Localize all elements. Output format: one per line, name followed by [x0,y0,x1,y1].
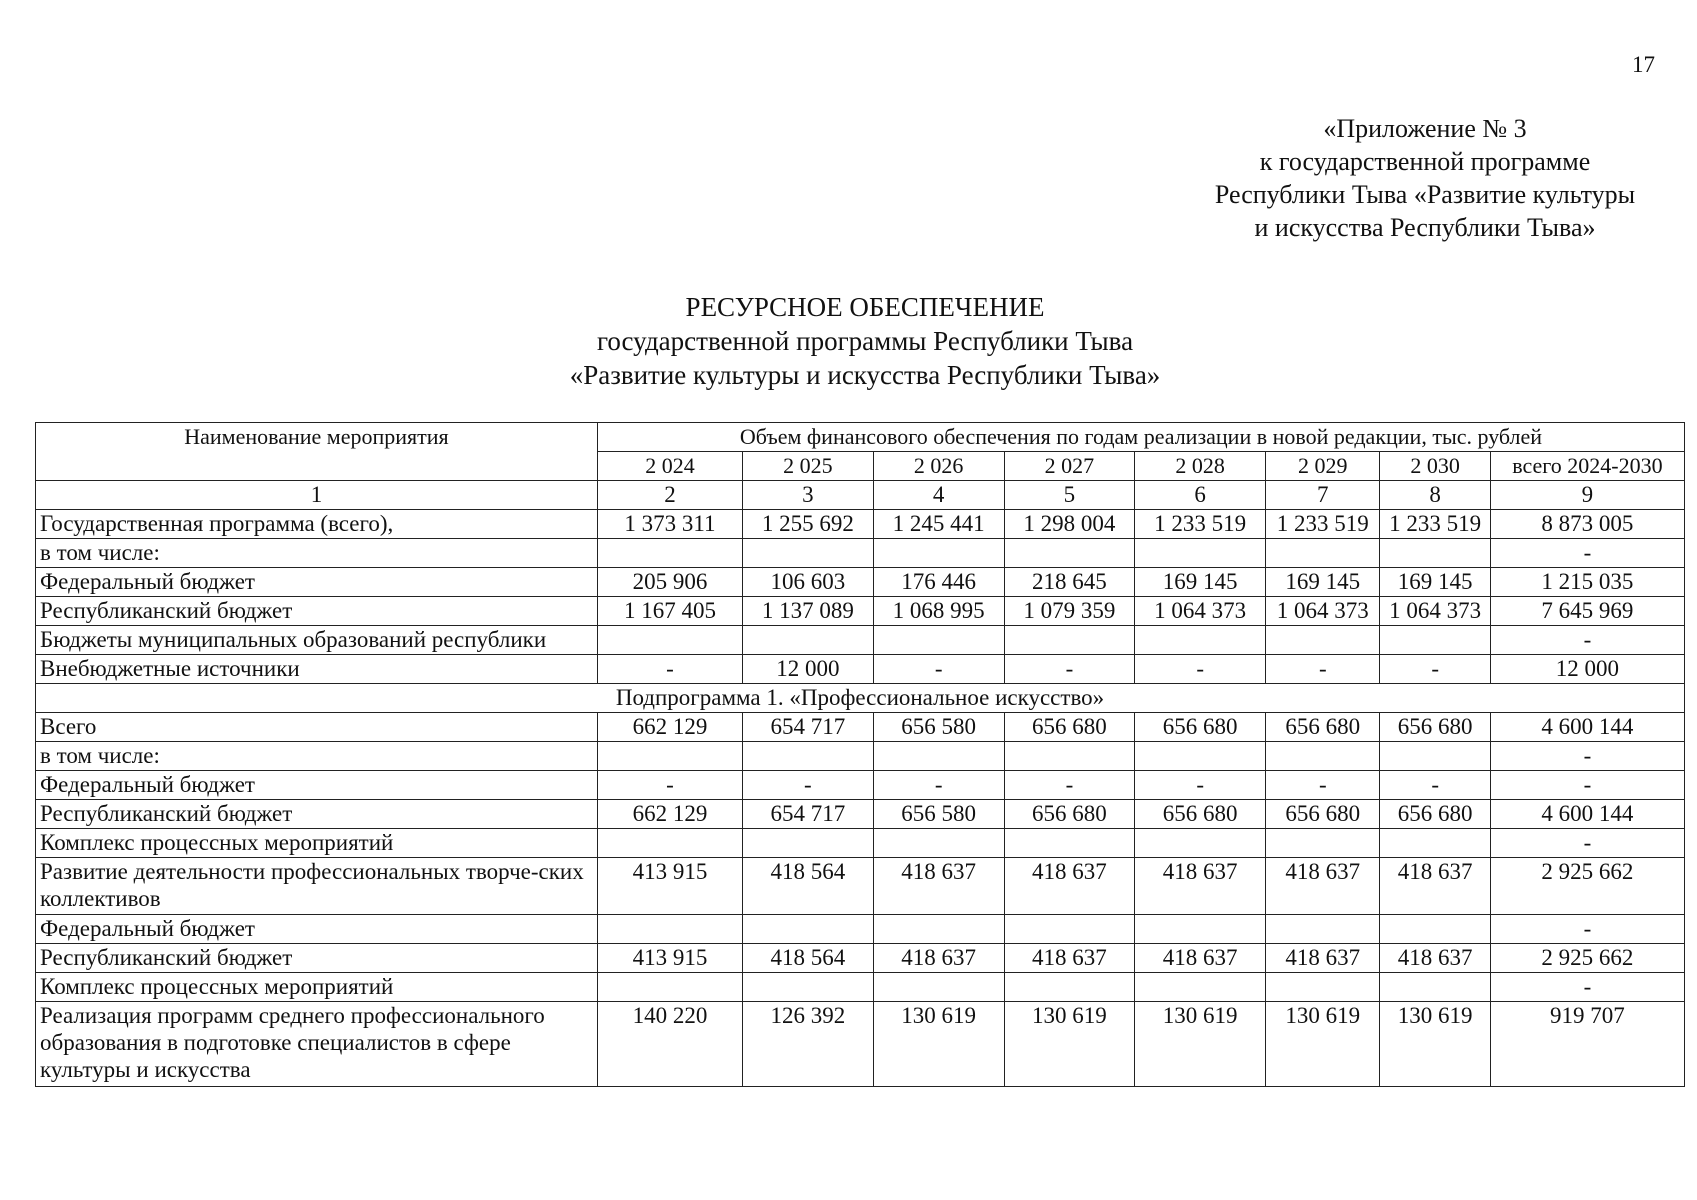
value-cell: 169 145 [1135,568,1266,597]
value-cell: 418 637 [1380,944,1490,973]
value-cell: 656 680 [1380,713,1490,742]
column-numbers-row [36,481,1685,510]
value-cell [1266,915,1380,944]
value-cell: 418 637 [1135,944,1266,973]
table-row [36,944,1685,973]
appendix-line: «Приложение № 3 [1323,114,1527,143]
value-cell: 1 233 519 [1135,510,1266,539]
value-cell: 656 680 [1266,800,1380,829]
value-cell [1004,539,1135,568]
value-cell [1266,973,1380,1002]
row-name: Всего [36,713,598,742]
value-cell: 656 680 [1135,800,1266,829]
value-cell: 418 637 [1004,858,1135,915]
header-name: Наименование мероприятия [36,423,598,481]
total-header: всего 2024-2030 [1490,452,1684,481]
value-cell: 418 637 [1004,944,1135,973]
header-row [36,423,1685,452]
value-cell [1004,829,1135,858]
value-cell: 654 717 [743,713,874,742]
value-cell [743,973,874,1002]
row-name: Бюджеты муниципальных образований республики [36,626,598,655]
value-cell: 1 373 311 [597,510,742,539]
value-cell: 413 915 [597,858,742,915]
total-cell: 919 707 [1490,1002,1684,1087]
value-cell: 656 680 [1004,713,1135,742]
value-cell: - [1266,655,1380,684]
column-number: 7 [1266,481,1380,510]
total-cell: 4 600 144 [1490,800,1684,829]
value-cell [743,539,874,568]
year-header: 2 024 [597,452,742,481]
value-cell [597,973,742,1002]
value-cell [597,829,742,858]
row-name: Федеральный бюджет [36,568,598,597]
table-row [36,742,1685,771]
table-row [36,655,1685,684]
table-row [36,771,1685,800]
value-cell [1135,829,1266,858]
value-cell: 656 680 [1135,713,1266,742]
value-cell: 418 637 [873,858,1004,915]
row-name: Развитие деятельности профессиональных творче-ских коллективов [36,858,598,915]
table-row [36,829,1685,858]
table-row [36,915,1685,944]
row-name: в том числе: [36,742,598,771]
table-row [36,626,1685,655]
table-row [36,800,1685,829]
total-cell: - [1490,539,1684,568]
value-cell [1266,539,1380,568]
year-header: 2 028 [1135,452,1266,481]
value-cell: - [1135,771,1266,800]
value-cell [1266,829,1380,858]
value-cell: - [1004,771,1135,800]
value-cell: 656 680 [1380,800,1490,829]
row-name: в том числе: [36,539,598,568]
value-cell [743,742,874,771]
table-row [36,713,1685,742]
appendix-line: к государственной программе [1259,147,1591,176]
value-cell: 1 167 405 [597,597,742,626]
value-cell [1380,626,1490,655]
value-cell: 130 619 [1004,1002,1135,1087]
value-cell: - [1004,655,1135,684]
value-cell: 140 220 [597,1002,742,1087]
value-cell: 662 129 [597,713,742,742]
year-header: 2 029 [1266,452,1380,481]
value-cell [597,742,742,771]
value-cell: 130 619 [1135,1002,1266,1087]
value-cell: 656 580 [873,800,1004,829]
value-cell: - [597,655,742,684]
value-cell: 656 680 [1266,713,1380,742]
value-cell: 130 619 [1266,1002,1380,1087]
row-name: Комплекс процессных мероприятий [36,973,598,1002]
value-cell: 205 906 [597,568,742,597]
value-cell: 1 064 373 [1380,597,1490,626]
table-row [36,973,1685,1002]
value-cell: 1 079 359 [1004,597,1135,626]
total-cell: - [1490,771,1684,800]
column-number: 6 [1135,481,1266,510]
value-cell [1135,539,1266,568]
value-cell [743,829,874,858]
value-cell: 1 137 089 [743,597,874,626]
value-cell: 418 637 [1380,858,1490,915]
value-cell [1266,626,1380,655]
value-cell [873,626,1004,655]
value-cell [743,626,874,655]
value-cell: 1 068 995 [873,597,1004,626]
year-header: 2 030 [1380,452,1490,481]
total-cell: 1 215 035 [1490,568,1684,597]
row-name: Внебюджетные источники [36,655,598,684]
value-cell: 656 580 [873,713,1004,742]
value-cell: 106 603 [743,568,874,597]
value-cell: - [743,771,874,800]
resource-table [35,422,1685,1087]
value-cell [597,915,742,944]
row-name: Республиканский бюджет [36,597,598,626]
document-title [440,290,1290,392]
value-cell [1380,829,1490,858]
value-cell [597,539,742,568]
row-name: Комплекс процессных мероприятий [36,829,598,858]
value-cell [873,742,1004,771]
value-cell: 218 645 [1004,568,1135,597]
row-name: Реализация программ среднего профессионального образования в подготовке специалистов в сфере культуры и искусства [36,1002,598,1087]
value-cell: 1 064 373 [1266,597,1380,626]
column-number: 9 [1490,481,1684,510]
value-cell: 130 619 [1380,1002,1490,1087]
value-cell [1380,915,1490,944]
appendix-line: Республики Тыва «Развитие культуры [1214,180,1636,209]
total-cell: 2 925 662 [1490,858,1684,915]
value-cell: 656 680 [1004,800,1135,829]
table-row [36,597,1685,626]
appendix-header [1170,112,1680,244]
header-volume: Объем финансового обеспечения по годам реализации в новой редакции, тыс. рублей [597,423,1684,452]
value-cell [873,829,1004,858]
value-cell: 169 145 [1266,568,1380,597]
appendix-line: и искусства Республики Тыва» [1254,213,1596,242]
year-header: 2 027 [1004,452,1135,481]
value-cell [1266,742,1380,771]
column-number: 2 [597,481,742,510]
value-cell [1004,973,1135,1002]
total-cell: - [1490,973,1684,1002]
table-row [36,1002,1685,1087]
title-line: «Развитие культуры и искусства Республики Тыва» [569,360,1161,390]
row-name: Федеральный бюджет [36,771,598,800]
total-cell: - [1490,915,1684,944]
value-cell: 1 233 519 [1380,510,1490,539]
value-cell: 126 392 [743,1002,874,1087]
value-cell [1135,973,1266,1002]
value-cell: - [1135,655,1266,684]
value-cell [1004,742,1135,771]
total-cell: 4 600 144 [1490,713,1684,742]
total-cell: - [1490,742,1684,771]
value-cell: 418 637 [873,944,1004,973]
value-cell: 1 298 004 [1004,510,1135,539]
subprogram-title: Подпрограмма 1. «Профессиональное искусство» [36,684,1685,713]
total-cell: 2 925 662 [1490,944,1684,973]
page-number: 17 [1632,52,1655,77]
value-cell [1380,973,1490,1002]
value-cell: 176 446 [873,568,1004,597]
value-cell: - [1380,655,1490,684]
value-cell [1004,626,1135,655]
value-cell: - [873,771,1004,800]
column-number: 4 [873,481,1004,510]
total-cell: 12 000 [1490,655,1684,684]
total-cell: 7 645 969 [1490,597,1684,626]
total-cell: - [1490,626,1684,655]
year-header: 2 026 [873,452,1004,481]
value-cell [873,973,1004,1002]
value-cell: 169 145 [1380,568,1490,597]
column-number: 3 [743,481,874,510]
value-cell: 1 245 441 [873,510,1004,539]
value-cell [873,539,1004,568]
total-cell: - [1490,829,1684,858]
value-cell [1135,915,1266,944]
row-name: Федеральный бюджет [36,915,598,944]
table-row [36,568,1685,597]
value-cell: 1 255 692 [743,510,874,539]
value-cell: 1 064 373 [1135,597,1266,626]
value-cell: 418 637 [1266,944,1380,973]
value-cell: 662 129 [597,800,742,829]
row-name: Республиканский бюджет [36,800,598,829]
value-cell [743,915,874,944]
table-row [36,858,1685,915]
value-cell [1380,742,1490,771]
value-cell [1135,742,1266,771]
value-cell [1135,626,1266,655]
value-cell [1380,539,1490,568]
value-cell: 418 637 [1135,858,1266,915]
title-line: РЕСУРСНОЕ ОБЕСПЕЧЕНИЕ [685,292,1045,322]
total-cell: 8 873 005 [1490,510,1684,539]
row-name: Государственная программа (всего), [36,510,598,539]
column-number: 1 [36,481,598,510]
value-cell [873,915,1004,944]
value-cell [597,626,742,655]
value-cell: 418 637 [1266,858,1380,915]
table-body [36,423,1685,1087]
year-header: 2 025 [743,452,874,481]
value-cell: 130 619 [873,1002,1004,1087]
value-cell: 413 915 [597,944,742,973]
table-row [36,539,1685,568]
column-number: 5 [1004,481,1135,510]
value-cell: - [597,771,742,800]
column-number: 8 [1380,481,1490,510]
value-cell: 418 564 [743,858,874,915]
value-cell: 1 233 519 [1266,510,1380,539]
value-cell: 12 000 [743,655,874,684]
value-cell [1004,915,1135,944]
subprogram-row [36,684,1685,713]
value-cell: - [873,655,1004,684]
row-name: Республиканский бюджет [36,944,598,973]
table-row [36,510,1685,539]
value-cell: 418 564 [743,944,874,973]
value-cell: - [1380,771,1490,800]
value-cell: 654 717 [743,800,874,829]
value-cell: - [1266,771,1380,800]
title-line: государственной программы Республики Тыва [596,326,1134,356]
